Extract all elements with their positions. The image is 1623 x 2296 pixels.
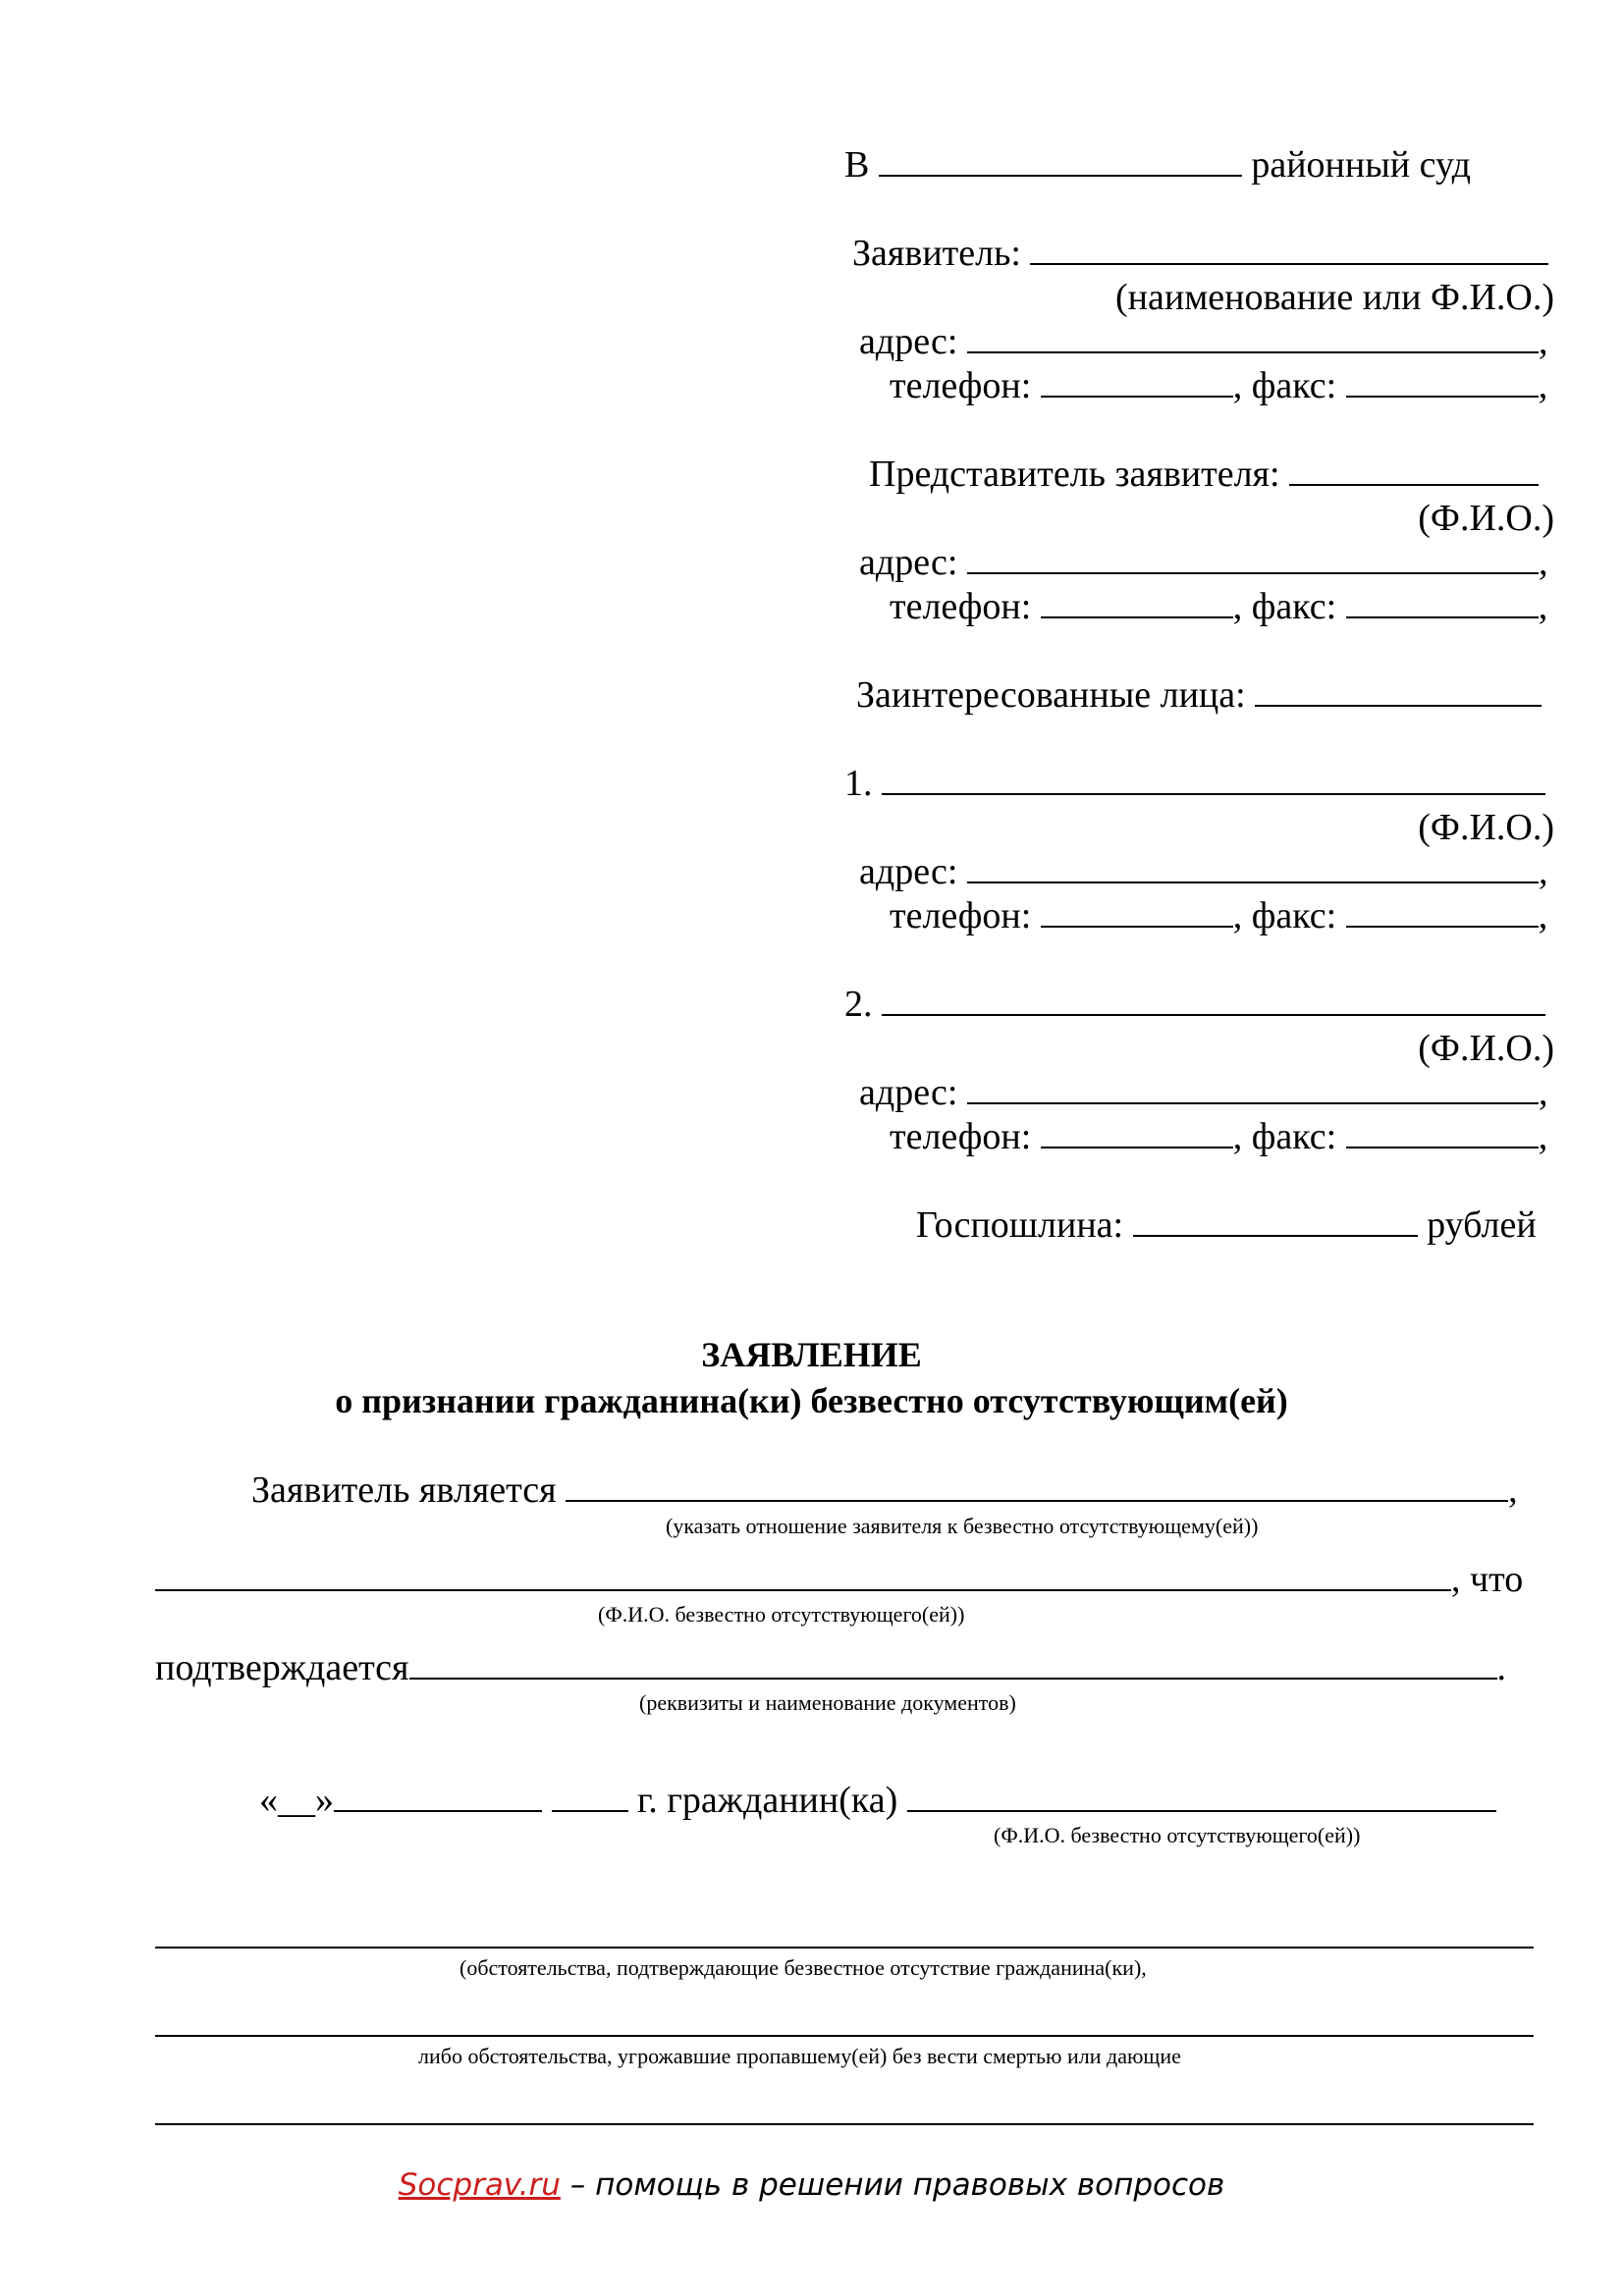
interested-1-fax-blank[interactable] (1346, 896, 1539, 928)
comma: , (1508, 1469, 1518, 1511)
citizen-label: г. гражданин(ка) (637, 1780, 898, 1821)
court-name-blank[interactable] (879, 145, 1242, 177)
relation-blank[interactable] (566, 1470, 1508, 1502)
circumstances-hint-1: (обстоятельства, подтверждающие безвестное отсутствие гражданина(ки), (460, 1955, 1147, 1980)
date-day: «__» (259, 1780, 334, 1821)
rep-fax-blank[interactable] (1346, 587, 1539, 618)
applicant-address-line (859, 320, 1547, 363)
document-subtitle: о признании гражданина(ки) безвестно отсутствующим(ей) (335, 1381, 1288, 1420)
comma: , (1538, 586, 1548, 627)
circumstances-line-1[interactable] (155, 1947, 1534, 1949)
rep-label: Представитель заявителя: (869, 454, 1280, 495)
fax-label: , факс: (1232, 586, 1337, 627)
interested-1-phone-line (890, 894, 1547, 937)
rep-address-blank[interactable] (967, 543, 1539, 574)
interested-1-blank[interactable] (882, 764, 1545, 795)
interested-1-line (844, 762, 1545, 805)
fax-label: , факс: (1232, 365, 1337, 406)
citizen-hint: (Ф.И.О. безвестно отсутствующего(ей)) (994, 1823, 1361, 1847)
documents-label: подтверждается (155, 1647, 409, 1688)
absentee-name-blank[interactable] (155, 1560, 1451, 1591)
absentee-suffix: , что (1451, 1559, 1524, 1600)
rep-phone-blank[interactable] (1041, 587, 1233, 618)
applicant-fax-blank[interactable] (1346, 366, 1539, 398)
fee-label: Госпошлина: (916, 1204, 1124, 1246)
applicant-blank[interactable] (1030, 234, 1548, 265)
circumstances-line-3[interactable] (155, 2123, 1534, 2125)
interested-2-phone-blank[interactable] (1041, 1117, 1233, 1148)
date-month-blank[interactable] (334, 1781, 542, 1812)
interested-2-address-line (859, 1071, 1547, 1114)
documents-blank[interactable] (409, 1648, 1497, 1680)
relation-hint: (указать отношение заявителя к безвестно отсутствующему(ей)) (666, 1514, 1259, 1538)
absentee-hint: (Ф.И.О. безвестно отсутствующего(ей)) (598, 1602, 965, 1627)
rep-line (869, 453, 1539, 496)
interested-2-number: 2. (844, 984, 873, 1025)
date-year-blank[interactable] (552, 1781, 628, 1812)
interested-2-phone-line (890, 1115, 1547, 1158)
circumstances-hint-2: либо обстоятельства, угрожавшие пропавшему(ей) без вести смертью или дающие (418, 2044, 1181, 2068)
relation-line (251, 1468, 1518, 1512)
citizen-name-blank[interactable] (907, 1781, 1496, 1812)
fax-label: , факс: (1232, 1116, 1337, 1157)
address-label: адрес: (859, 1072, 958, 1113)
comma: , (1538, 1072, 1548, 1113)
comma: , (1538, 851, 1548, 892)
comma: , (1538, 542, 1548, 583)
applicant-line (852, 232, 1548, 275)
rep-blank[interactable] (1289, 454, 1539, 486)
interested-2-address-blank[interactable] (967, 1073, 1539, 1104)
applicant-phone-line (890, 364, 1547, 407)
address-label: адрес: (859, 321, 958, 362)
interested-2-fio-hint: (Ф.И.О.) (1418, 1028, 1554, 1069)
applicant-phone-blank[interactable] (1041, 366, 1233, 398)
relation-label: Заявитель является (251, 1469, 557, 1511)
rep-address-line (859, 541, 1547, 584)
rep-fio-hint: (Ф.И.О.) (1418, 498, 1554, 539)
comma: , (1538, 365, 1548, 406)
date-line (259, 1779, 1496, 1822)
interested-2-line (844, 983, 1545, 1026)
court-line (844, 143, 1471, 187)
court-suffix: районный суд (1251, 144, 1471, 186)
rep-phone-line (890, 585, 1547, 628)
documents-hint: (реквизиты и наименование документов) (639, 1690, 1016, 1715)
phone-label: телефон: (890, 895, 1032, 936)
interested-1-fio-hint: (Ф.И.О.) (1418, 807, 1554, 848)
comma: , (1538, 895, 1548, 936)
interested-label: Заинтересованные лица: (856, 674, 1246, 716)
phone-label: телефон: (890, 365, 1032, 406)
interested-1-address-line (859, 850, 1547, 893)
footer (0, 2167, 1623, 2203)
comma: , (1538, 1116, 1548, 1157)
interested-2-fax-blank[interactable] (1346, 1117, 1539, 1148)
phone-label: телефон: (890, 1116, 1032, 1157)
interested-line (856, 673, 1542, 717)
phone-label: телефон: (890, 586, 1032, 627)
applicant-name-hint: (наименование или Ф.И.О.) (1115, 277, 1554, 318)
fee-line (916, 1203, 1537, 1247)
interested-2-blank[interactable] (882, 985, 1545, 1016)
interested-1-address-blank[interactable] (967, 852, 1539, 883)
applicant-label: Заявитель: (852, 233, 1021, 274)
document-title: ЗАЯВЛЕНИЕ (701, 1335, 922, 1374)
address-label: адрес: (859, 851, 958, 892)
interested-1-number: 1. (844, 763, 873, 804)
interested-blank[interactable] (1255, 675, 1542, 707)
address-label: адрес: (859, 542, 958, 583)
site-link[interactable]: Socprav.ru (398, 2167, 561, 2203)
comma: , (1538, 321, 1548, 362)
documents-line (155, 1646, 1506, 1689)
absentee-line (155, 1558, 1523, 1601)
circumstances-line-2[interactable] (155, 2035, 1534, 2037)
court-prefix: В (844, 144, 870, 186)
fee-blank[interactable] (1133, 1205, 1418, 1237)
fee-suffix: рублей (1427, 1204, 1537, 1246)
fax-label: , факс: (1232, 895, 1337, 936)
applicant-address-blank[interactable] (967, 322, 1539, 353)
period: . (1496, 1647, 1507, 1688)
footer-tagline: – помощь в решении правовых вопросов (560, 2167, 1225, 2203)
interested-1-phone-blank[interactable] (1041, 896, 1233, 928)
